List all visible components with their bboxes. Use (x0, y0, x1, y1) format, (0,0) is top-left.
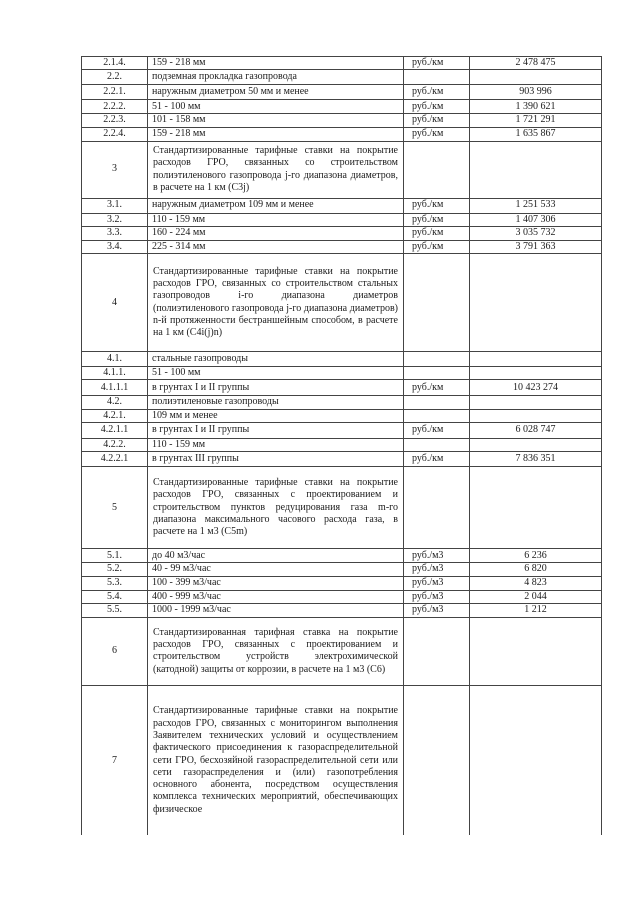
row-unit (404, 352, 470, 367)
row-number: 4.1.1. (82, 367, 148, 380)
row-description: 51 - 100 мм (148, 367, 404, 380)
row-description: подземная прокладка газопровода (148, 70, 404, 85)
row-value (470, 409, 602, 422)
table-row (82, 254, 602, 352)
row-description: 159 - 218 мм (148, 57, 404, 70)
row-value: 7 836 351 (470, 452, 602, 467)
row-unit (404, 617, 470, 685)
row-number: 7 (82, 685, 148, 835)
row-value: 2 044 (470, 590, 602, 603)
row-value: 10 423 274 (470, 380, 602, 396)
row-number: 4.1. (82, 352, 148, 367)
row-unit: руб./км (404, 100, 470, 114)
table-row (82, 213, 602, 226)
row-number: 3.2. (82, 213, 148, 226)
row-value (470, 367, 602, 380)
table-row (82, 114, 602, 127)
row-description: Стандартизированные тарифные ставки на покрытие расходов ГРО, связанных с мониторингом выполнения Заявителем технических условий и осуществлением фактического присоединения к газораспределительной сети ГРО, бесхозяйной газораспределительной сети или сети газораспределения и (или) газопотребления основного абонента, посредством осуществления комплекса технических мероприятий, обеспечивающих физическое (148, 685, 404, 835)
table-row (82, 423, 602, 439)
table-row (82, 396, 602, 409)
tariff-table (81, 56, 602, 835)
row-description: наружным диаметром 109 мм и менее (148, 198, 404, 213)
row-number: 2.2.2. (82, 100, 148, 114)
row-unit: руб./км (404, 114, 470, 127)
row-value: 6 820 (470, 563, 602, 576)
row-number: 4.1.1.1 (82, 380, 148, 396)
row-unit (404, 141, 470, 198)
row-value (470, 141, 602, 198)
row-number: 2.2. (82, 70, 148, 85)
row-description: наружным диаметром 50 мм и менее (148, 85, 404, 100)
row-unit: руб./км (404, 423, 470, 439)
row-value: 1 721 291 (470, 114, 602, 127)
row-number: 3.1. (82, 198, 148, 213)
row-description: Стандартизированные тарифные ставки на покрытие расходов ГРО, связанных со строительством стальных газопроводов i-го диапазона диаметров (полиэтиленового газопровода j-го диапазона диаметров) n-й протяженности бестраншейным способом, в расчете на 1 км (C4i(j)n) (148, 254, 404, 352)
row-number: 5.3. (82, 576, 148, 590)
row-unit: руб./м3 (404, 563, 470, 576)
table-row (82, 685, 602, 835)
row-unit (404, 367, 470, 380)
row-value: 1 390 621 (470, 100, 602, 114)
table-row (82, 85, 602, 100)
row-number: 5.2. (82, 563, 148, 576)
row-description: Стандартизированная тарифная ставка на покрытие расходов ГРО, связанных с проектированием и строительством устройств электрохимической (катодной) защиты от коррозии, в расчете на 1 м3 (C6) (148, 617, 404, 685)
row-number: 5.1. (82, 549, 148, 563)
row-value: 3 035 732 (470, 226, 602, 240)
row-number: 5.5. (82, 603, 148, 617)
row-value: 4 823 (470, 576, 602, 590)
row-number: 2.2.3. (82, 114, 148, 127)
row-unit: руб./км (404, 380, 470, 396)
row-value (470, 70, 602, 85)
table-row (82, 603, 602, 617)
row-number: 4.2.2. (82, 439, 148, 452)
row-value (470, 617, 602, 685)
row-value: 1 635 867 (470, 127, 602, 141)
row-value: 2 478 475 (470, 57, 602, 70)
row-number: 4.2.1.1 (82, 423, 148, 439)
row-description: 51 - 100 мм (148, 100, 404, 114)
row-unit (404, 467, 470, 549)
row-number: 4.2.2.1 (82, 452, 148, 467)
row-value (470, 685, 602, 835)
row-unit (404, 409, 470, 422)
row-value: 903 996 (470, 85, 602, 100)
row-value (470, 467, 602, 549)
row-description: 110 - 159 мм (148, 213, 404, 226)
row-unit: руб./м3 (404, 590, 470, 603)
row-value: 1 251 533 (470, 198, 602, 213)
row-description: 109 мм и менее (148, 409, 404, 422)
row-unit: руб./км (404, 57, 470, 70)
row-description: Стандартизированные тарифные ставки на покрытие расходов ГРО, связанных с проектированием и строительством пунктов редуцирования газа m-го диапазона максимального часового расхода газа, в расчете на 1 м3 (C5m) (148, 467, 404, 549)
row-unit (404, 254, 470, 352)
row-description: 100 - 399 м3/час (148, 576, 404, 590)
table-row (82, 439, 602, 452)
row-unit (404, 396, 470, 409)
row-description: стальные газопроводы (148, 352, 404, 367)
table-row (82, 409, 602, 422)
row-description: 400 - 999 м3/час (148, 590, 404, 603)
row-unit: руб./м3 (404, 576, 470, 590)
row-value: 6 028 747 (470, 423, 602, 439)
row-value: 6 236 (470, 549, 602, 563)
row-number: 2.2.1. (82, 85, 148, 100)
row-number: 6 (82, 617, 148, 685)
row-value (470, 439, 602, 452)
row-value (470, 254, 602, 352)
row-value: 1 212 (470, 603, 602, 617)
table-body (82, 57, 602, 836)
row-number: 5 (82, 467, 148, 549)
row-unit: руб./км (404, 85, 470, 100)
row-unit (404, 439, 470, 452)
row-unit (404, 70, 470, 85)
row-description: 1000 - 1999 м3/час (148, 603, 404, 617)
table-row (82, 467, 602, 549)
row-description: 101 - 158 мм (148, 114, 404, 127)
row-unit: руб./км (404, 213, 470, 226)
row-number: 3.4. (82, 240, 148, 253)
table-row (82, 57, 602, 70)
row-number: 4 (82, 254, 148, 352)
row-unit (404, 685, 470, 835)
row-description: до 40 м3/час (148, 549, 404, 563)
table-row (82, 367, 602, 380)
table-row (82, 576, 602, 590)
row-unit: руб./км (404, 198, 470, 213)
table-row (82, 240, 602, 253)
row-unit: руб./м3 (404, 549, 470, 563)
table-row (82, 352, 602, 367)
row-number: 2.2.4. (82, 127, 148, 141)
row-number: 4.2.1. (82, 409, 148, 422)
table-row (82, 100, 602, 114)
row-number: 4.2. (82, 396, 148, 409)
row-value: 1 407 306 (470, 213, 602, 226)
row-number: 3 (82, 141, 148, 198)
row-unit: руб./км (404, 240, 470, 253)
row-description: 40 - 99 м3/час (148, 563, 404, 576)
row-description: в грунтах I и II группы (148, 423, 404, 439)
row-unit: руб./км (404, 226, 470, 240)
row-description: в грунтах I и II группы (148, 380, 404, 396)
table-row (82, 198, 602, 213)
row-description: 225 - 314 мм (148, 240, 404, 253)
row-description: полиэтиленовые газопроводы (148, 396, 404, 409)
row-description: 110 - 159 мм (148, 439, 404, 452)
row-unit: руб./км (404, 452, 470, 467)
row-value: 3 791 363 (470, 240, 602, 253)
table-row (82, 127, 602, 141)
table-row (82, 141, 602, 198)
row-description: Стандартизированные тарифные ставки на покрытие расходов ГРО, связанных со строительством полиэтиленового газопровода j-го диапазона диаметров, в расчете на 1 км (C3j) (148, 141, 404, 198)
row-description: в грунтах III группы (148, 452, 404, 467)
row-description: 159 - 218 мм (148, 127, 404, 141)
row-description: 160 - 224 мм (148, 226, 404, 240)
row-number: 3.3. (82, 226, 148, 240)
table-row (82, 380, 602, 396)
row-value (470, 396, 602, 409)
row-number: 5.4. (82, 590, 148, 603)
row-unit: руб./км (404, 127, 470, 141)
table-row (82, 617, 602, 685)
table-row (82, 452, 602, 467)
table-row (82, 563, 602, 576)
table-row (82, 549, 602, 563)
table-row (82, 70, 602, 85)
row-value (470, 352, 602, 367)
row-number: 2.1.4. (82, 57, 148, 70)
table-row (82, 226, 602, 240)
row-unit: руб./м3 (404, 603, 470, 617)
table-row (82, 590, 602, 603)
